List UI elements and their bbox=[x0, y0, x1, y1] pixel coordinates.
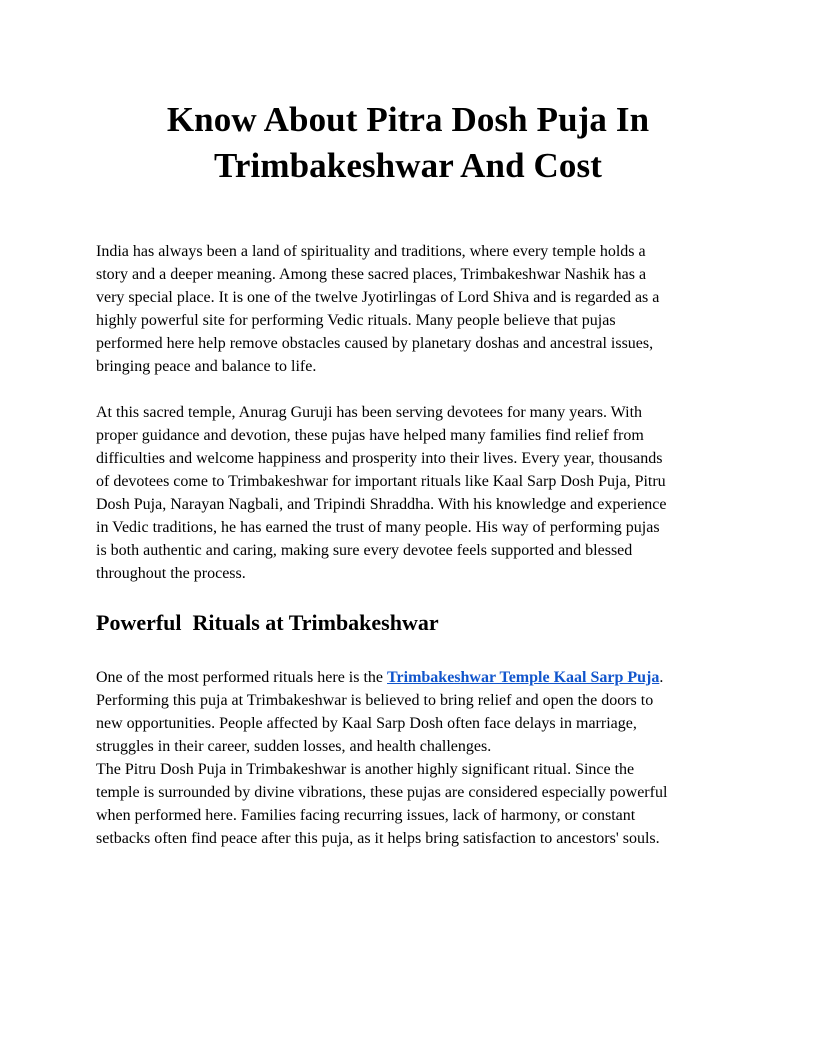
rituals-paragraph bbox=[96, 666, 736, 850]
text-line: difficulties and welcome happiness and prosperity into their lives. Every year, thousands bbox=[96, 450, 663, 467]
page-title bbox=[96, 97, 720, 189]
text-line: Performing this puja at Trimbakeshwar is believed to bring relief and open the doors to bbox=[96, 692, 654, 709]
text-line: struggles in their career, sudden losses, and health challenges. bbox=[96, 738, 492, 755]
text-line: India has always been a land of spirituality and traditions, where every temple holds a bbox=[96, 243, 646, 260]
text-fragment: . bbox=[659, 669, 664, 686]
guruji-paragraph bbox=[96, 401, 736, 585]
text-line: temple is surrounded by divine vibrations, these pujas are considered especially powerful bbox=[96, 784, 668, 801]
kaal-sarp-puja-link[interactable]: Trimbakeshwar Temple Kaal Sarp Puja bbox=[387, 669, 660, 686]
text-line: bringing peace and balance to life. bbox=[96, 358, 317, 375]
page-title-line-1: Know About Pitra Dosh Puja In bbox=[166, 100, 650, 139]
text-line: At this sacred temple, Anurag Guruji has been serving devotees for many years. With bbox=[96, 404, 643, 421]
text-line: throughout the process. bbox=[96, 565, 246, 582]
text-line: proper guidance and devotion, these pujas have helped many families find relief from bbox=[96, 427, 644, 444]
text-line: Dosh Puja, Narayan Nagbali, and Tripindi Shraddha. With his knowledge and experience bbox=[96, 496, 667, 513]
intro-paragraph bbox=[96, 240, 736, 378]
text-line: story and a deeper meaning. Among these sacred places, Trimbakeshwar Nashik has a bbox=[96, 266, 647, 283]
text-line: The Pitru Dosh Puja in Trimbakeshwar is another highly significant ritual. Since the bbox=[96, 761, 635, 778]
text-fragment: One of the most performed rituals here is the bbox=[96, 669, 388, 686]
text-line: very special place. It is one of the twelve Jyotirlingas of Lord Shiva and is regarded as a bbox=[96, 289, 660, 306]
text-line: of devotees come to Trimbakeshwar for important rituals like Kaal Sarp Dosh Puja, Pitru bbox=[96, 473, 666, 490]
text-line: when performed here. Families facing recurring issues, lack of harmony, or constant bbox=[96, 807, 636, 824]
text-line: performed here help remove obstacles caused by planetary doshas and ancestral issues, bbox=[96, 335, 654, 352]
text-line: highly powerful site for performing Vedic rituals. Many people believe that pujas bbox=[96, 312, 616, 329]
section-heading-rituals: Powerful Rituals at Trimbakeshwar bbox=[96, 610, 439, 635]
text-line: new opportunities. People affected by Kaal Sarp Dosh often face delays in marriage, bbox=[96, 715, 637, 732]
text-line: in Vedic traditions, he has earned the trust of many people. His way of performing pujas bbox=[96, 519, 660, 536]
text-line-with-link bbox=[96, 666, 736, 689]
text-line: is both authentic and caring, making sure every devotee feels supported and blessed bbox=[96, 542, 633, 559]
page-title-line-2: Trimbakeshwar And Cost bbox=[214, 146, 602, 185]
text-line: setbacks often find peace after this puja, as it helps bring satisfaction to ancestors' souls. bbox=[96, 830, 660, 847]
